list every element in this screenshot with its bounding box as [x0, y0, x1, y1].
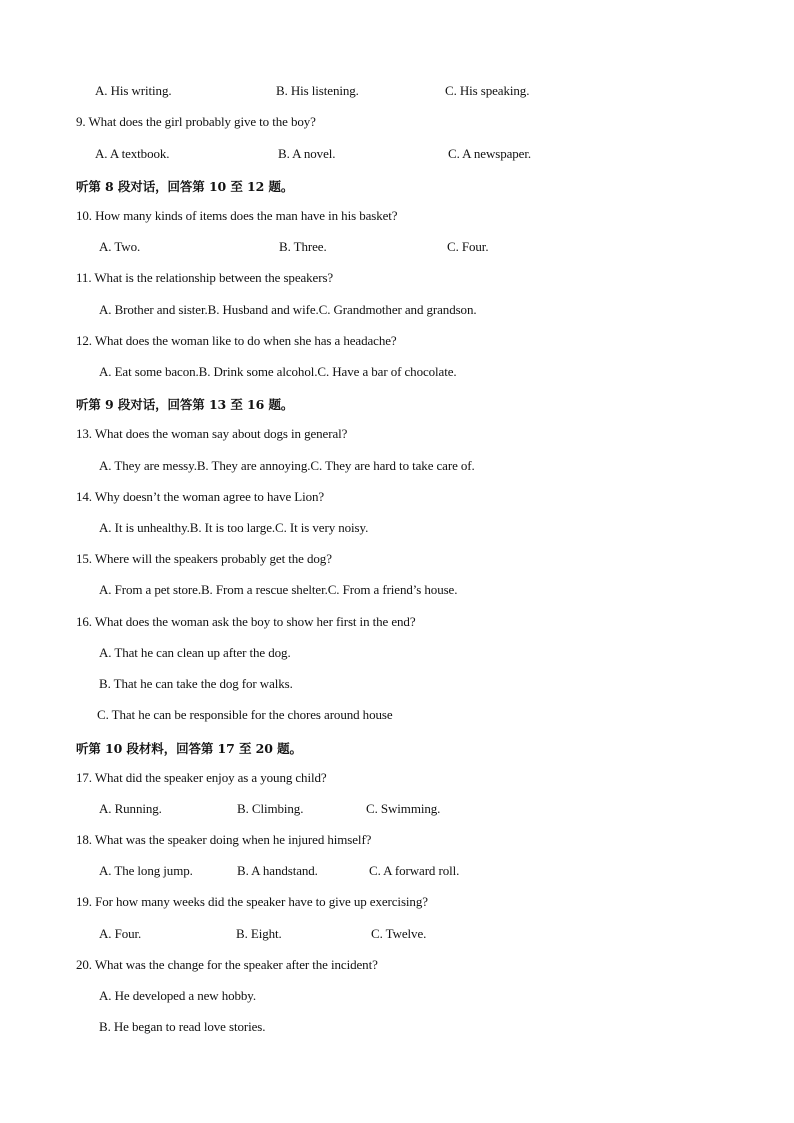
options-q13: A. They are messy.B. They are annoying.C. They are hard to take care of.	[99, 458, 475, 473]
question-20: 20. What was the change for the speaker after the incident?	[76, 957, 378, 972]
option-b: B. A novel.	[278, 146, 336, 161]
option-c: C. Twelve.	[371, 926, 427, 941]
question-13: 13. What does the woman say about dogs in general?	[76, 426, 348, 441]
option-b: B. He began to read love stories.	[99, 1019, 266, 1034]
section-heading-9: 听第 9 段对话，回答第 13 至 16 题。	[76, 397, 294, 412]
option-a: A. That he can clean up after the dog.	[99, 645, 291, 660]
option-b: B. Climbing.	[237, 801, 304, 816]
option-b: B. Eight.	[236, 926, 282, 941]
question-10: 10. How many kinds of items does the man have in his basket?	[76, 208, 398, 223]
option-a: A. Four.	[99, 926, 142, 941]
question-19: 19. For how many weeks did the speaker have to give up exercising?	[76, 894, 428, 909]
question-12: 12. What does the woman like to do when she has a headache?	[76, 333, 397, 348]
option-a: A. His writing.	[95, 83, 172, 98]
option-a: A. The long jump.	[99, 863, 193, 878]
question-15: 15. Where will the speakers probably get the dog?	[76, 551, 332, 566]
option-a: A. Two.	[99, 239, 141, 254]
option-c: C. Swimming.	[366, 801, 441, 816]
option-c: C. A newspaper.	[448, 146, 531, 161]
question-17: 17. What did the speaker enjoy as a young child?	[76, 770, 327, 785]
option-c: C. Four.	[447, 239, 489, 254]
section-heading-8: 听第 8 段对话，回答第 10 至 12 题。	[76, 179, 294, 194]
options-q14: A. It is unhealthy.B. It is too large.C. It is very noisy.	[99, 520, 369, 535]
option-c: C. His speaking.	[445, 83, 530, 98]
option-b: B. That he can take the dog for walks.	[99, 676, 293, 691]
question-9: 9. What does the girl probably give to the boy?	[76, 114, 316, 129]
option-a: A. Running.	[99, 801, 162, 816]
question-18: 18. What was the speaker doing when he injured himself?	[76, 832, 372, 847]
option-b: B. Three.	[279, 239, 327, 254]
option-a: A. A textbook.	[95, 146, 170, 161]
options-q12: A. Eat some bacon.B. Drink some alcohol.C. Have a bar of chocolate.	[99, 364, 457, 379]
option-c: C. That he can be responsible for the chores around house	[97, 707, 393, 722]
option-b: B. His listening.	[276, 83, 359, 98]
section-heading-10: 听第 10 段材料，回答第 17 至 20 题。	[76, 741, 302, 756]
options-q11: A. Brother and sister.B. Husband and wife.C. Grandmother and grandson.	[99, 302, 477, 317]
question-16: 16. What does the woman ask the boy to show her first in the end?	[76, 614, 416, 629]
question-11: 11. What is the relationship between the speakers?	[76, 270, 334, 285]
question-14: 14. Why doesn’t the woman agree to have Lion?	[76, 489, 325, 504]
option-a: A. He developed a new hobby.	[99, 988, 257, 1003]
options-q15: A. From a pet store.B. From a rescue shelter.C. From a friend’s house.	[99, 582, 458, 597]
option-b: B. A handstand.	[237, 863, 318, 878]
option-c: C. A forward roll.	[369, 863, 460, 878]
